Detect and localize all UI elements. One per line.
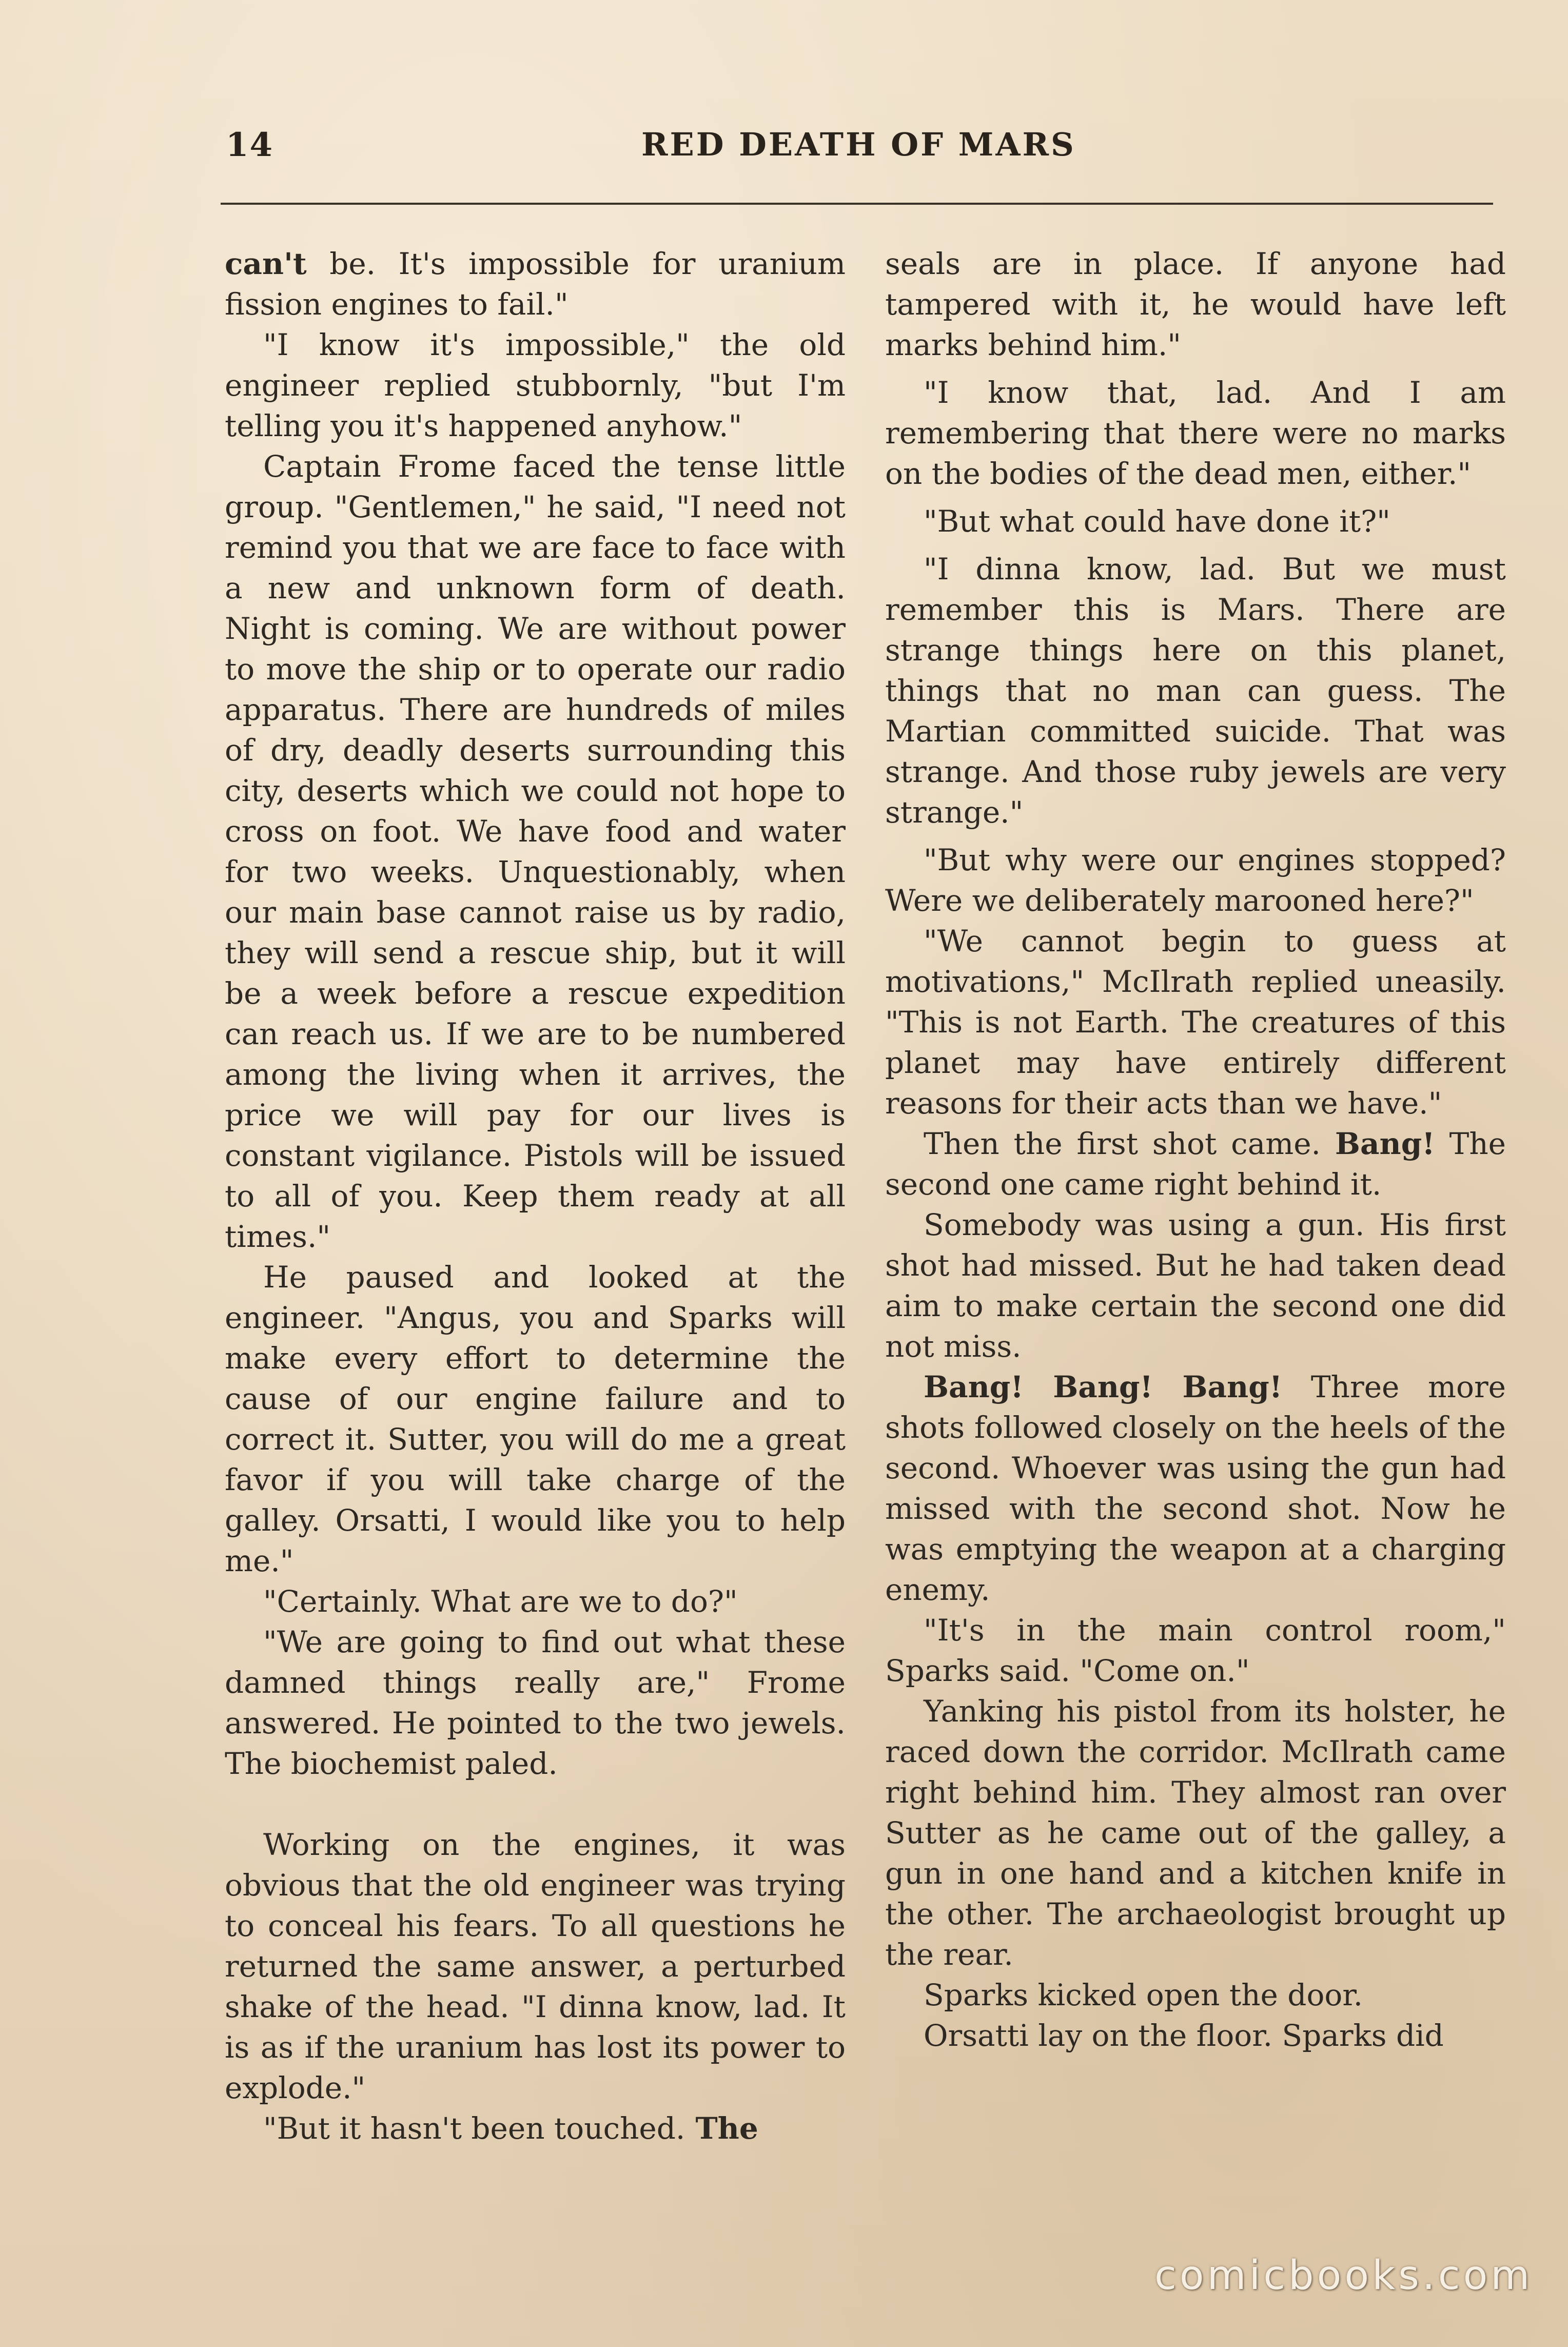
bold-text: Bang!	[1335, 1126, 1435, 1161]
page-number: 14	[226, 126, 274, 164]
left-column	[225, 244, 846, 2149]
paragraph: "It's in the main control room," Sparks said. "Come on."	[885, 1613, 1506, 1688]
page-header	[226, 126, 1498, 182]
paragraph	[225, 2108, 846, 2149]
paragraph: "I know that, lad. And I am remembering that there were no marks on the bodies of the dead men, either."	[885, 375, 1506, 491]
paragraph: "We are going to find out what these damned things really are," Frome answered. He pointed to the two jewels. The biochemist paled.	[225, 1625, 846, 1781]
bold-text: can't	[225, 246, 307, 281]
paragraph: seals are in place. If anyone had tampered with it, he would have left marks behind him."	[885, 246, 1506, 362]
paragraph-text: The second one came right behind it.	[885, 1126, 1506, 1202]
paragraph-text: Three more shots followed closely on the heels of the second. Whoever was using the gun had missed with the second shot. Now he was emptying the weapon at a charging enemy.	[885, 1370, 1506, 1607]
paragraph: Captain Frome faced the tense little group. "Gentlemen," he said, "I need not remind you that we are face to face with a new and unknown form of death. Night is coming. We are without power to move the ship or to operate our radio apparatus. There are hundreds of miles of dry, deadly deserts surrounding this city, deserts which we could not hope to cross on foot. We have food and water for two weeks. Unquestionably, when our main base cannot raise us by radio, they will send a rescue ship, but it will be a week before a rescue expedition can reach us. If we are to be numbered among the living when it arrives, the price we will pay for our lives is constant vigilance. Pistols will be issued to all of you. Keep them ready at all times."	[225, 449, 846, 1254]
paragraph: "We cannot begin to guess at motivations," McIlrath replied uneasily. "This is not Earth. The creatures of this planet may have entirely different reasons for their acts than we have."	[885, 924, 1506, 1121]
paragraph-text: Then the first shot came.	[924, 1126, 1335, 1161]
paragraph: He paused and looked at the engineer. "Angus, you and Sparks will make every effort to determine the cause of our engine failure and to correct it. Sutter, you will do me a great favor if you will take charge of the galley. Orsatti, I would like you to help me."	[225, 1260, 846, 1578]
right-column	[885, 244, 1506, 2056]
paragraph	[885, 1367, 1506, 1610]
paragraph-text: "But it hasn't been touched.	[263, 2111, 685, 2146]
header-rule	[221, 203, 1493, 205]
paragraph: "But why were our engines stopped? Were we deliberately marooned here?"	[885, 843, 1506, 918]
paragraph: "But what could have done it?"	[924, 504, 1390, 539]
paragraph: "I dinna know, lad. But we must remember this is Mars. There are strange things here on this planet, things that no man can guess. The Martian committed suicide. That was strange. And those ruby jewels are very strange."	[885, 552, 1506, 830]
paragraph: "I know it's impossible," the old engineer replied stubbornly, "but I'm telling you it's happened anyhow."	[225, 327, 846, 443]
paragraph: Yanking his pistol from its holster, he raced down the corridor. McIlrath came right behind him. They almost ran over Sutter as he came out of the galley, a gun in one hand and a kitchen knife in the other. The archaeologist brought up the rear.	[885, 1694, 1506, 1972]
paragraph: Working on the engines, it was obvious that the old engineer was trying to conceal his fears. To all questions he returned the same answer, a perturbed shake of the head. "I dinna know, lad. It is as if the uranium has lost its power to explode."	[225, 1827, 846, 2105]
paragraph: Sparks kicked open the door.	[924, 1978, 1363, 2012]
paragraph-text: be. It's impossible for uranium fission engines to fail."	[225, 246, 846, 322]
paragraph: "Certainly. What are we to do?"	[263, 1584, 738, 1619]
running-title: RED DEATH OF MARS	[641, 126, 1076, 163]
bold-text: The	[685, 2111, 758, 2146]
paragraph	[885, 1124, 1506, 1205]
paragraph: Orsatti lay on the floor. Sparks did	[924, 2018, 1444, 2053]
paragraph	[225, 244, 846, 325]
watermark: comicbooks.com	[1154, 2253, 1533, 2299]
paragraph: Somebody was using a gun. His first shot had missed. But he had taken dead aim to make certain the second one did not miss.	[885, 1207, 1506, 1364]
bold-text: Bang! Bang! Bang!	[924, 1370, 1283, 1404]
